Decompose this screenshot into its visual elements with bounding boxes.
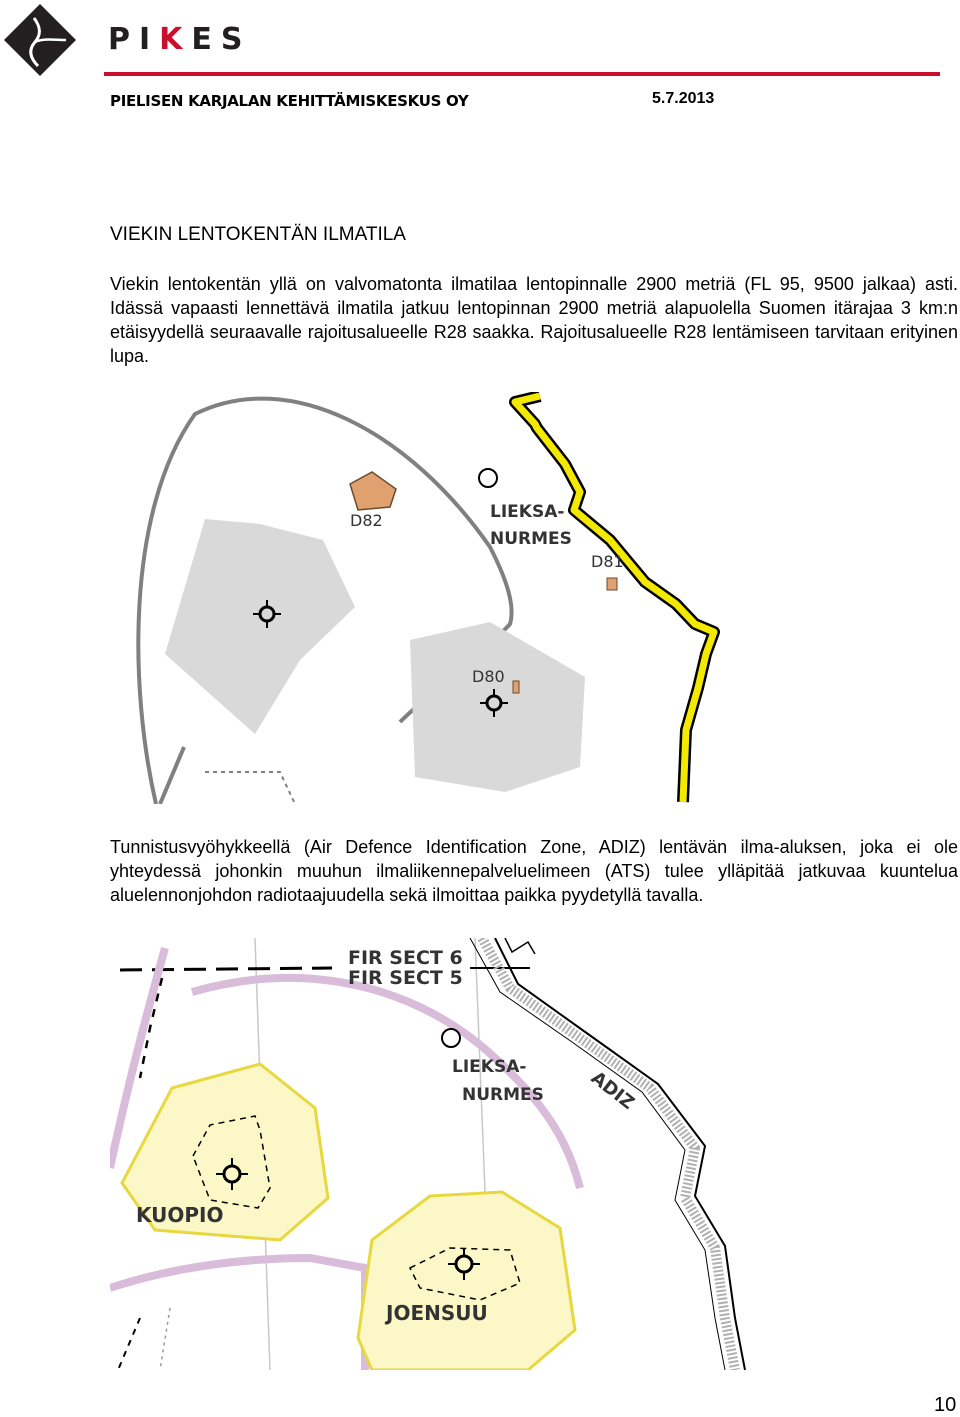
label-kuopio: KUOPIO xyxy=(136,1203,224,1227)
brand-suffix: ES xyxy=(191,22,252,57)
label-lieksa: LIEKSA- xyxy=(452,1057,527,1077)
label-lieksa: LIEKSA- xyxy=(490,502,565,522)
ctr-joensuu xyxy=(358,1192,575,1370)
label-d81: D81 xyxy=(591,552,624,571)
header-rule xyxy=(104,72,940,76)
label-adiz: ADIZ xyxy=(586,1067,639,1114)
pikes-logo-icon xyxy=(4,4,76,76)
paragraph-airspace: Viekin lentokentän yllä on valvomatonta ilmatilaa lentopinnalle 2900 metriä (FL 95, 9500 jalkaa) asti. Idässä vapaasti lennettävä ilmatila jatkuu lentopinnan 2900 metriä alapuolella Suomen itärajaa 3 km:n etäisyydellä seuraavalle rajoitusalueelle R28 saakka. Rajoitusalueelle R28 lentämiseen tarvitaan erityinen lupa. xyxy=(110,274,958,366)
state-border-line xyxy=(505,938,535,954)
tma-boundary-purple-lower xyxy=(110,1258,365,1370)
section-title: VIEKIN LENTOKENTÄN ILMATILA xyxy=(110,224,406,245)
airport-lieksa-icon xyxy=(479,469,497,487)
dashed-boundary-lower xyxy=(118,1318,140,1370)
label-nurmes: NURMES xyxy=(462,1085,544,1105)
airport-lieksa-icon xyxy=(442,1029,460,1047)
document-date: 5.7.2013 xyxy=(652,90,715,107)
brand-prefix: PI xyxy=(108,22,160,57)
brand-highlight: K xyxy=(159,22,192,57)
paragraph-adiz: Tunnistusvyöhykkeellä (Air Defence Identification Zone, ADIZ) lentävän ilma-aluksen, joka ei ole yhteydessä johonkin muuhun ilmaliikennepalveluelimeen (ATS) tulee ylläpitää jatkuvaa kuuntelua aluelennonjohdon radiotaajuudella sekä ilmoittaa paikka pyydetyllä tavalla. xyxy=(110,837,958,905)
dashed-boundary-lower-2 xyxy=(160,1308,170,1370)
label-d80: D80 xyxy=(472,667,505,686)
brand-name xyxy=(108,22,252,57)
label-nurmes: NURMES xyxy=(490,529,572,549)
airspace-map-adiz xyxy=(110,938,830,1370)
organization-name: PIELISEN KARJALAN KEHITTÄMISKESKUS OY xyxy=(110,92,469,110)
fir-boundary-dashed xyxy=(120,968,332,970)
label-d82: D82 xyxy=(350,511,383,530)
restricted-area-d81 xyxy=(607,578,617,590)
label-fir-sect-6: FIR SECT 6 xyxy=(348,947,463,969)
airspace-map-restricted xyxy=(110,392,850,804)
restricted-area-d80 xyxy=(513,681,519,693)
zone-d80-gray xyxy=(410,622,585,792)
label-joensuu: JOENSUU xyxy=(386,1301,488,1325)
page-number: 10 xyxy=(934,1394,957,1416)
label-fir-sect-5: FIR SECT 5 xyxy=(348,967,463,989)
